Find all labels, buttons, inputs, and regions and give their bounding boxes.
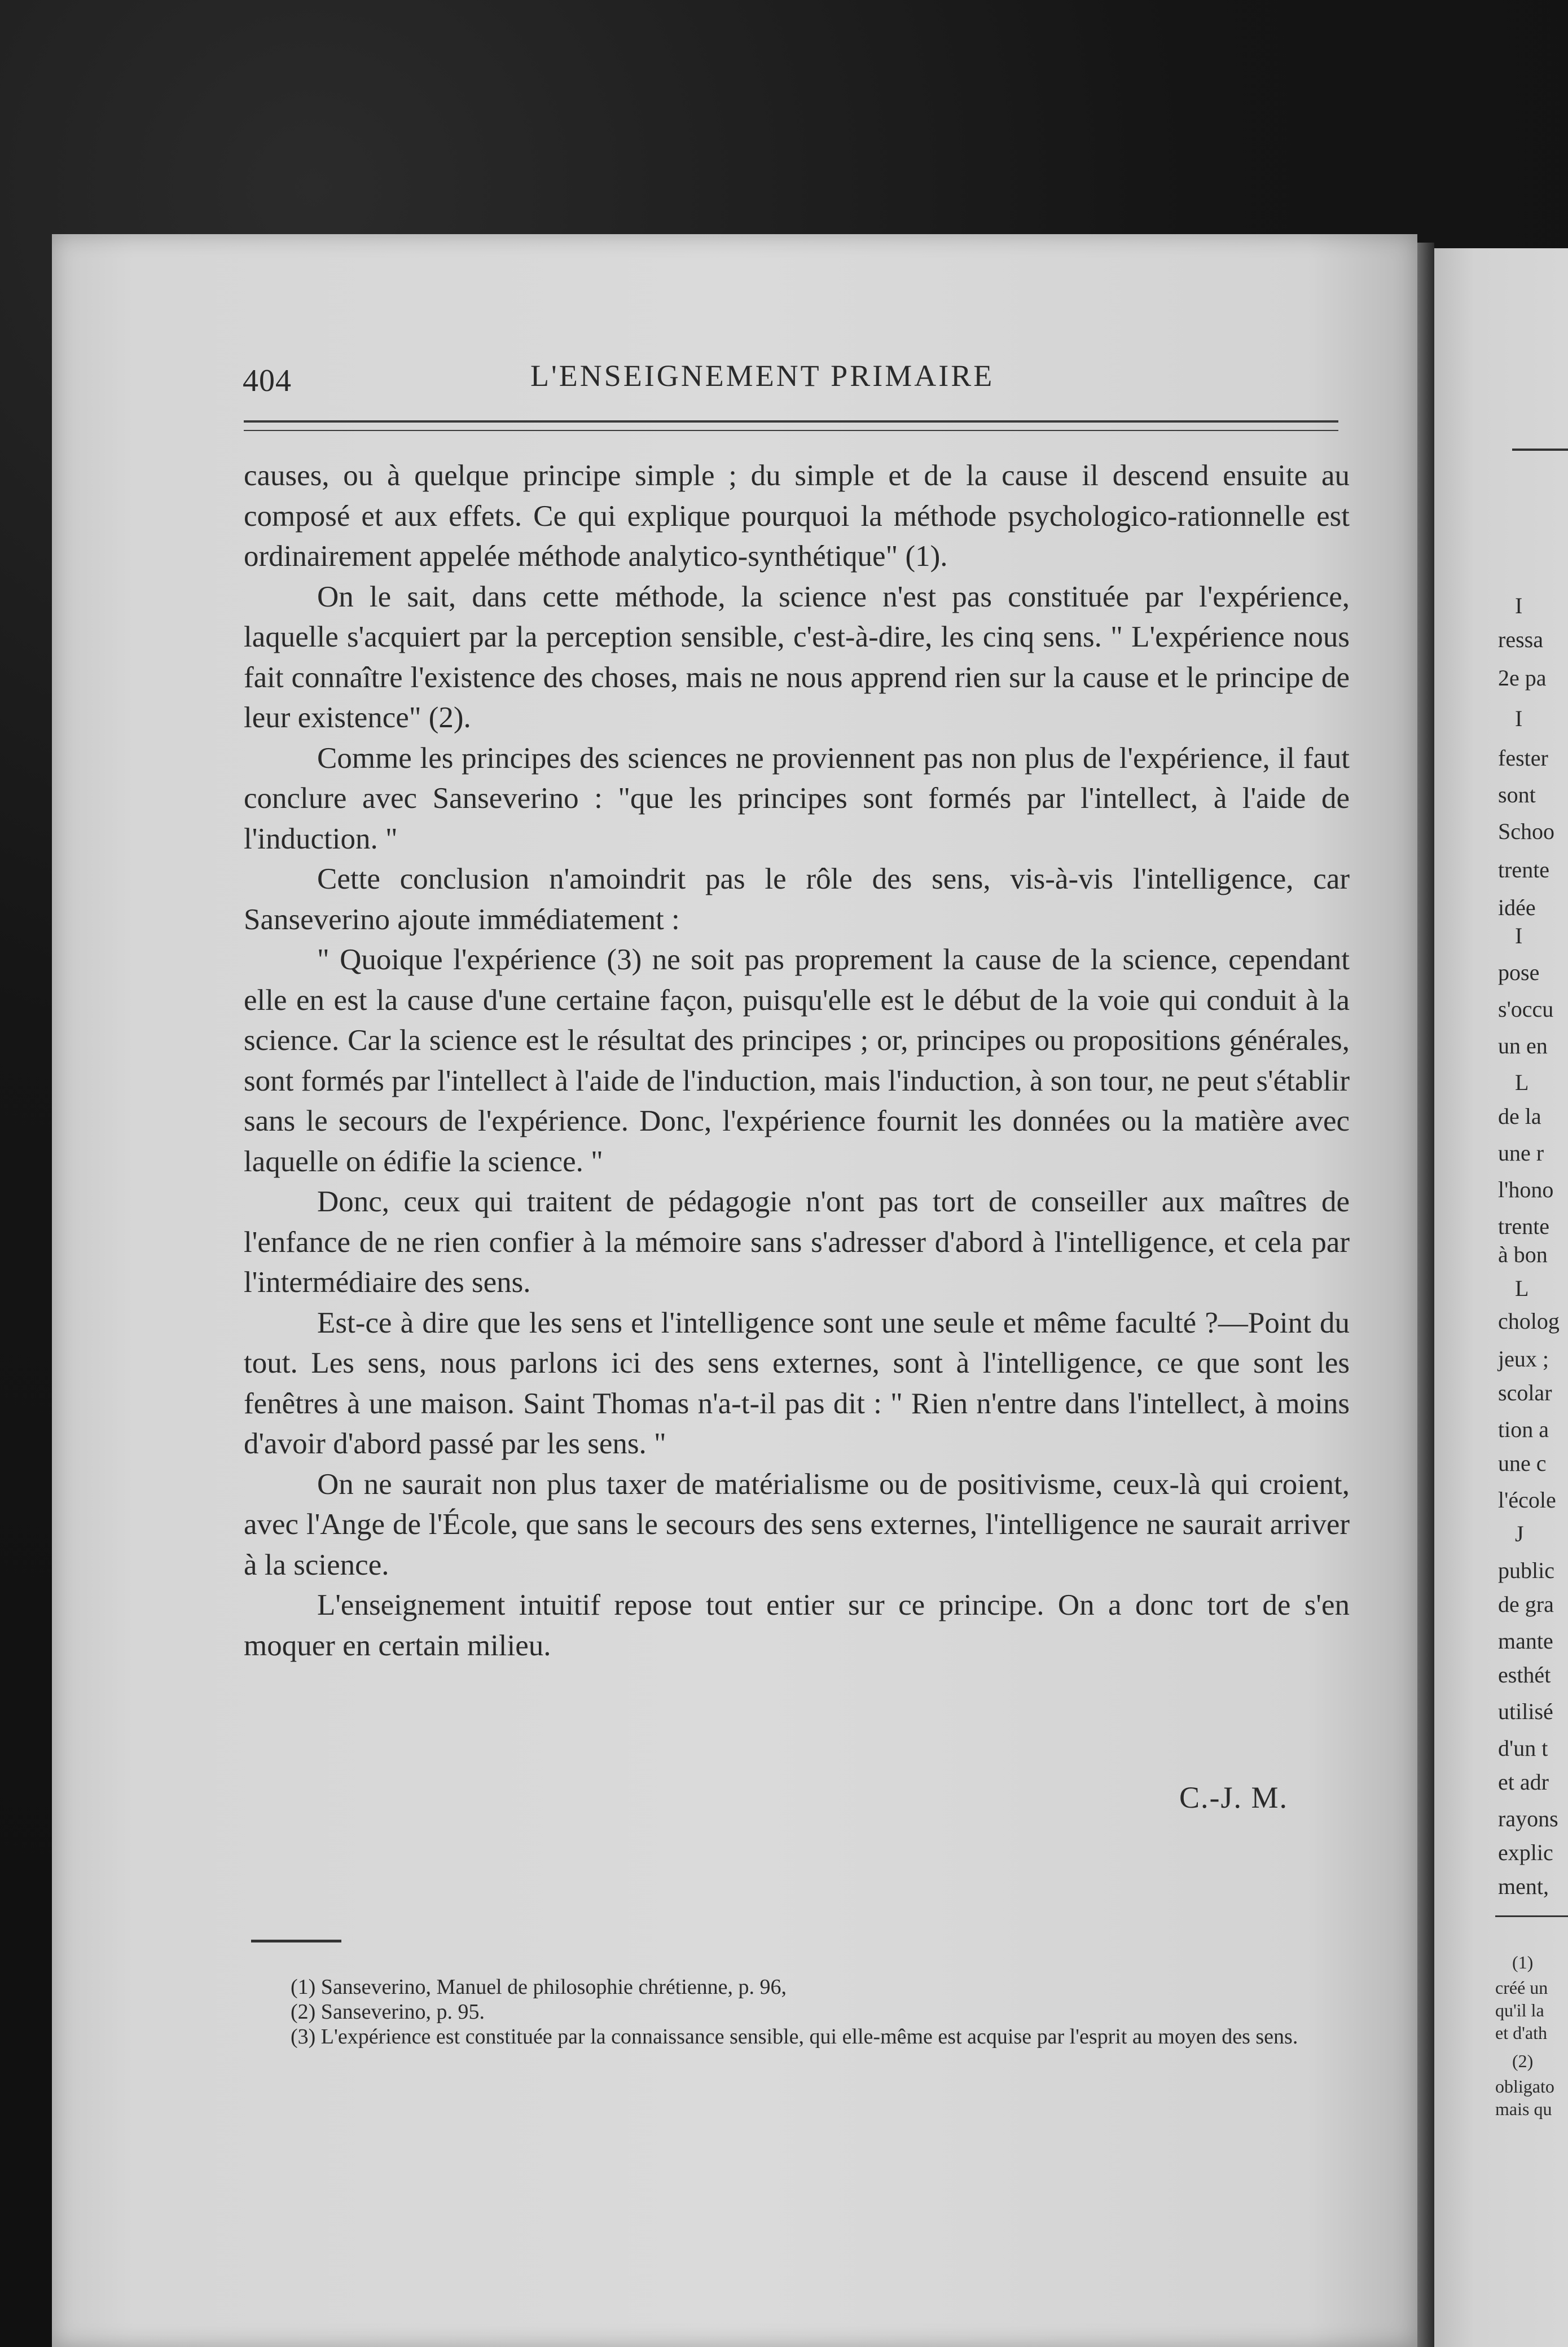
paragraph: causes, ou à quelque principe simple ; du simple et de la cause il descend ensuite au composé et aux effets. Ce qui explique pourquoi la méthode psychologico-rationnelle est ordinairement appelée méthode analytico-synthétique" (1). (244, 459, 1350, 573)
paragraph: Est-ce à dire que les sens et l'intelligence sont une seule et même faculté ?—Point du tout. Les sens, nous parlons ici des sens externes, sont à l'intelligence, ce que sont les fenêtres à une maison. Saint Thomas n'a-t-il pas dit : " Rien n'entre dans l'intellect, à moins d'avoir d'abord passé par les sens. " (244, 1306, 1350, 1460)
facing-page-line: J (1515, 1521, 1524, 1546)
quotation-paragraph: " Quoique l'expérience (3) ne soit pas proprement la cause de la science, cependant elle en est la cause d'une certaine façon, puisqu'elle est le début de la voie qui conduit à la science. Car la science est le résultat des principes ; or, principes ou propositions générales, sont formés par l'intellect à l'aide de l'induction, mais l'induction, à son tour, ne peut s'établir sans le secours de l'expérience. Donc, l'expérience fournit les données ou la matière avec laquelle on édifie la science. " (244, 943, 1350, 1178)
facing-page-line: mante (1498, 1628, 1553, 1654)
paragraph: L'enseignement intuitif repose tout entier sur ce principe. On a donc tort de s'en moquer en certain milieu. (244, 1589, 1350, 1662)
facing-page-line: scolar (1498, 1380, 1552, 1405)
facing-page-line: l'hono (1498, 1177, 1554, 1202)
facing-page-line: Schoo (1498, 819, 1554, 844)
paragraph: Comme les principes des sciences ne proviennent pas non plus de l'expérience, il faut conclure avec Sanseverino : "que les principes sont formés par l'intellect, à l'aide de l'induction. " (244, 741, 1350, 855)
facing-page-line: trente (1498, 1214, 1550, 1239)
facing-page-line: un en (1498, 1033, 1548, 1058)
facing-page-line: cholog (1498, 1308, 1560, 1334)
facing-page-line: qu'il la (1495, 2000, 1544, 2020)
facing-page-footnote-rule (1495, 1915, 1568, 1917)
facing-page-line: ment, (1498, 1874, 1549, 1899)
footnotes (248, 1975, 1343, 2049)
facing-page-line: idée (1498, 895, 1536, 920)
facing-page-line: 2e pa (1498, 665, 1547, 691)
facing-page-line: (1) (1512, 1952, 1534, 1972)
footnote-rule (251, 1940, 341, 1942)
facing-page-line: sont (1498, 782, 1536, 807)
facing-page-line: L (1515, 1276, 1529, 1301)
header-rule (244, 420, 1338, 423)
facing-page-line: rayons (1498, 1806, 1558, 1831)
facing-page-line: public (1498, 1558, 1554, 1583)
facing-page-rule (1512, 449, 1568, 451)
facing-page-line: et adr (1498, 1769, 1549, 1795)
facing-page-line: I (1515, 706, 1523, 731)
paragraph: Donc, ceux qui traitent de pédagogie n'ont pas tort de conseiller aux maîtres de l'enfance de ne rien confier à la mémoire sans s'adresser d'abord à l'intelligence, et cela par l'intermédiaire des sens. (244, 1185, 1350, 1299)
facing-page-line: d'un t (1498, 1735, 1548, 1761)
facing-page-line: trente (1498, 857, 1550, 882)
facing-page-line: à bon (1498, 1242, 1548, 1267)
facing-page-line: I (1515, 593, 1523, 618)
facing-page-line: esthét (1498, 1662, 1551, 1687)
facing-page-line: une r (1498, 1140, 1544, 1166)
facing-page-line: (2) (1512, 2051, 1534, 2071)
footnote: (3) L'expérience est constituée par la connaissance sensible, qui elle-même est acquise par l'esprit au moyen des sens. (291, 2025, 1298, 2049)
facing-page-line: pose (1498, 960, 1540, 985)
footnote: (2) Sanseverino, p. 95. (291, 2000, 485, 2024)
facing-page-line: L (1515, 1070, 1529, 1095)
facing-page-line: l'école (1498, 1487, 1556, 1513)
paragraph: On ne saurait non plus taxer de matérialisme ou de positivisme, ceux-là qui croient, avec l'Ange de l'École, que sans le secours des sens externes, l'intelligence ne saurait arriver à la science. (244, 1467, 1350, 1581)
book-gutter (1417, 243, 1434, 2347)
page-header (243, 353, 1343, 403)
facing-page-line: et d'ath (1495, 2023, 1547, 2043)
facing-page-line: ressa (1498, 627, 1543, 652)
facing-page-line: I (1515, 923, 1523, 948)
header-rule-thin (244, 430, 1338, 431)
facing-page-line: créé un (1495, 1977, 1548, 1998)
facing-page-line: tion a (1498, 1417, 1549, 1442)
facing-page-line: s'occu (1498, 996, 1554, 1022)
facing-page-line: explic (1498, 1840, 1553, 1865)
author-signature: C.-J. M. (1179, 1781, 1289, 1814)
facing-page-line: mais qu (1495, 2099, 1552, 2119)
paragraph: On le sait, dans cette méthode, la science n'est pas constituée par l'expérience, laquelle s'acquiert par la perception sensible, c'est-à-dire, les cinq sens. " L'expérience nous fait connaître l'existence des choses, mais ne nous apprend rien sur la cause et le principe de leur existence" (2). (244, 580, 1350, 734)
article-body (244, 456, 1350, 1666)
facing-page-line: obligato (1495, 2076, 1554, 2097)
page-number: 404 (243, 363, 292, 398)
facing-page-line: jeux ; (1498, 1346, 1549, 1372)
footnote: (1) Sanseverino, Manuel de philosophie chrétienne, p. 96, (291, 1975, 787, 1999)
running-title: L'ENSEIGNEMENT PRIMAIRE (530, 359, 995, 393)
facing-page-line: fester (1498, 745, 1548, 771)
facing-page-line: utilisé (1498, 1699, 1553, 1724)
facing-page-line: une c (1498, 1451, 1547, 1476)
paragraph: Cette conclusion n'amoindrit pas le rôle des sens, vis-à-vis l'intelligence, car Sanseverino ajoute immédiatement : (244, 863, 1350, 936)
facing-page-line: de la (1498, 1104, 1541, 1129)
facing-page-line: de gra (1498, 1592, 1554, 1617)
